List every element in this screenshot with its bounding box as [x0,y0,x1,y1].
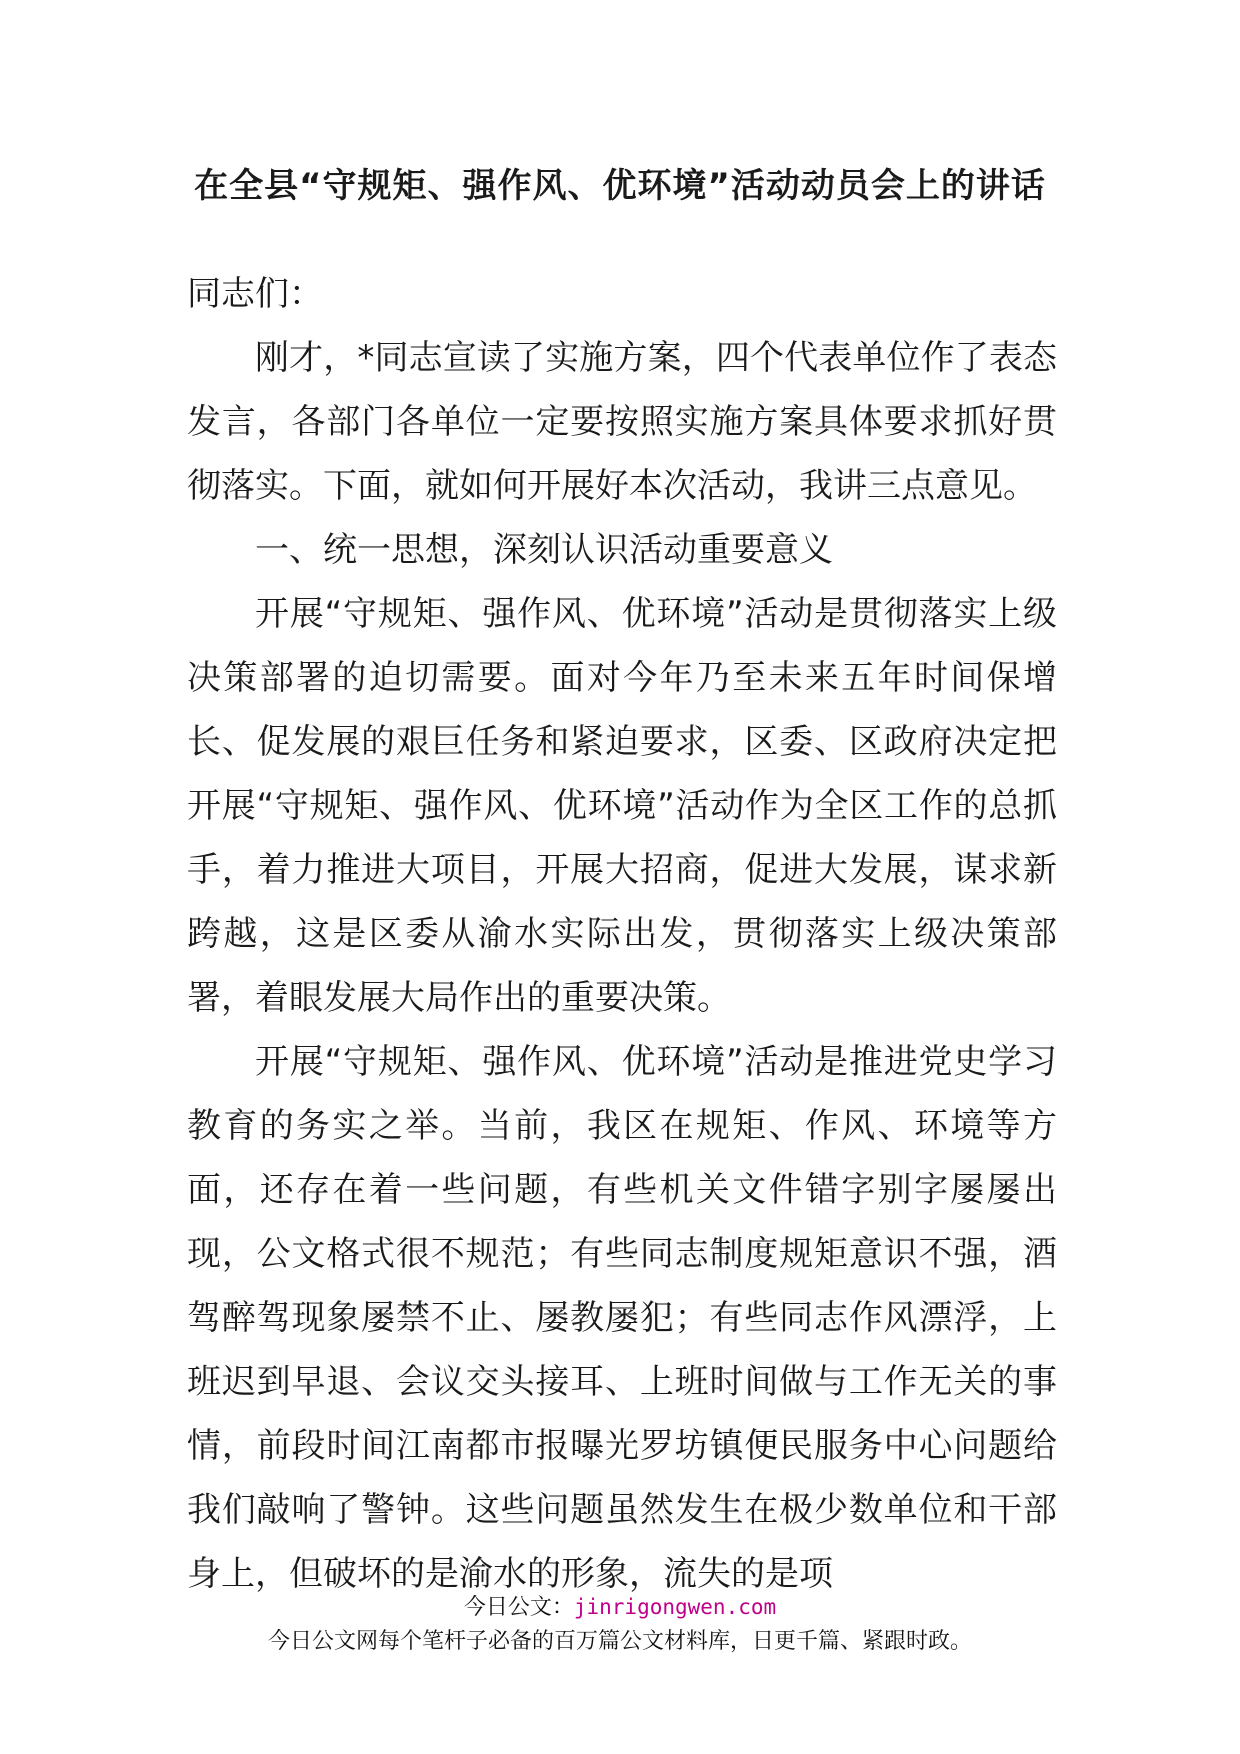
paragraph-2: 开展“守规矩、强作风、优环境”活动是推进党史学习教育的务实之举。当前，我区在规矩、作风、环境等方面，还存在着一些问题，有些机关文件错字别字屡屡出现，公文格式很不规范；有些同志制度规矩意识不强，酒驾醉驾现象屡禁不止、屡教屡犯；有些同志作风漂浮，上班迟到早退、会议交头接耳、上班时间做与工作无关的事情，前段时间江南都市报曝光罗坊镇便民服务中心问题给我们敲响了警钟。这些问题虽然发生在极少数单位和干部身上，但破坏的是渝水的形象，流失的是项 [187,1042,1057,1594]
section-heading-1: 一、统一思想，深刻认识活动重要意义 [255,530,833,570]
footer-slogan: 今日公文网每个笔杆子必备的百万篇公文材料库，日更千篇、紧跟时政。 [267,1629,972,1654]
footer-site [0,1590,1240,1621]
footer-site-label: 今日公文： [463,1595,574,1620]
salutation: 同志们： [187,274,323,314]
paragraph-1: 开展“守规矩、强作风、优环境”活动是贯彻落实上级决策部署的迫切需要。面对今年乃至未来五年时间保增长、促发展的艰巨任务和紧迫要求，区委、区政府决定把开展“守规矩、强作风、优环境”活动作为全区工作的总抓手，着力推进大项目，开展大招商，促进大发展，谋求新跨越，这是区委从渝水实际出发，贯彻落实上级决策部署，着眼发展大局作出的重要决策。 [187,594,1057,1018]
document-title: 在全县“守规矩、强作风、优环境”活动动员会上的讲话 [194,166,1046,206]
footer-site-url[interactable]: jinrigongwen.com [573,1595,777,1619]
document-body [187,262,1057,1606]
paragraph-intro: 刚才，*同志宣读了实施方案，四个代表单位作了表态发言，各部门各单位一定要按照实施方案具体要求抓好贯彻落实。下面，就如何开展好本次活动，我讲三点意见。 [187,338,1057,506]
